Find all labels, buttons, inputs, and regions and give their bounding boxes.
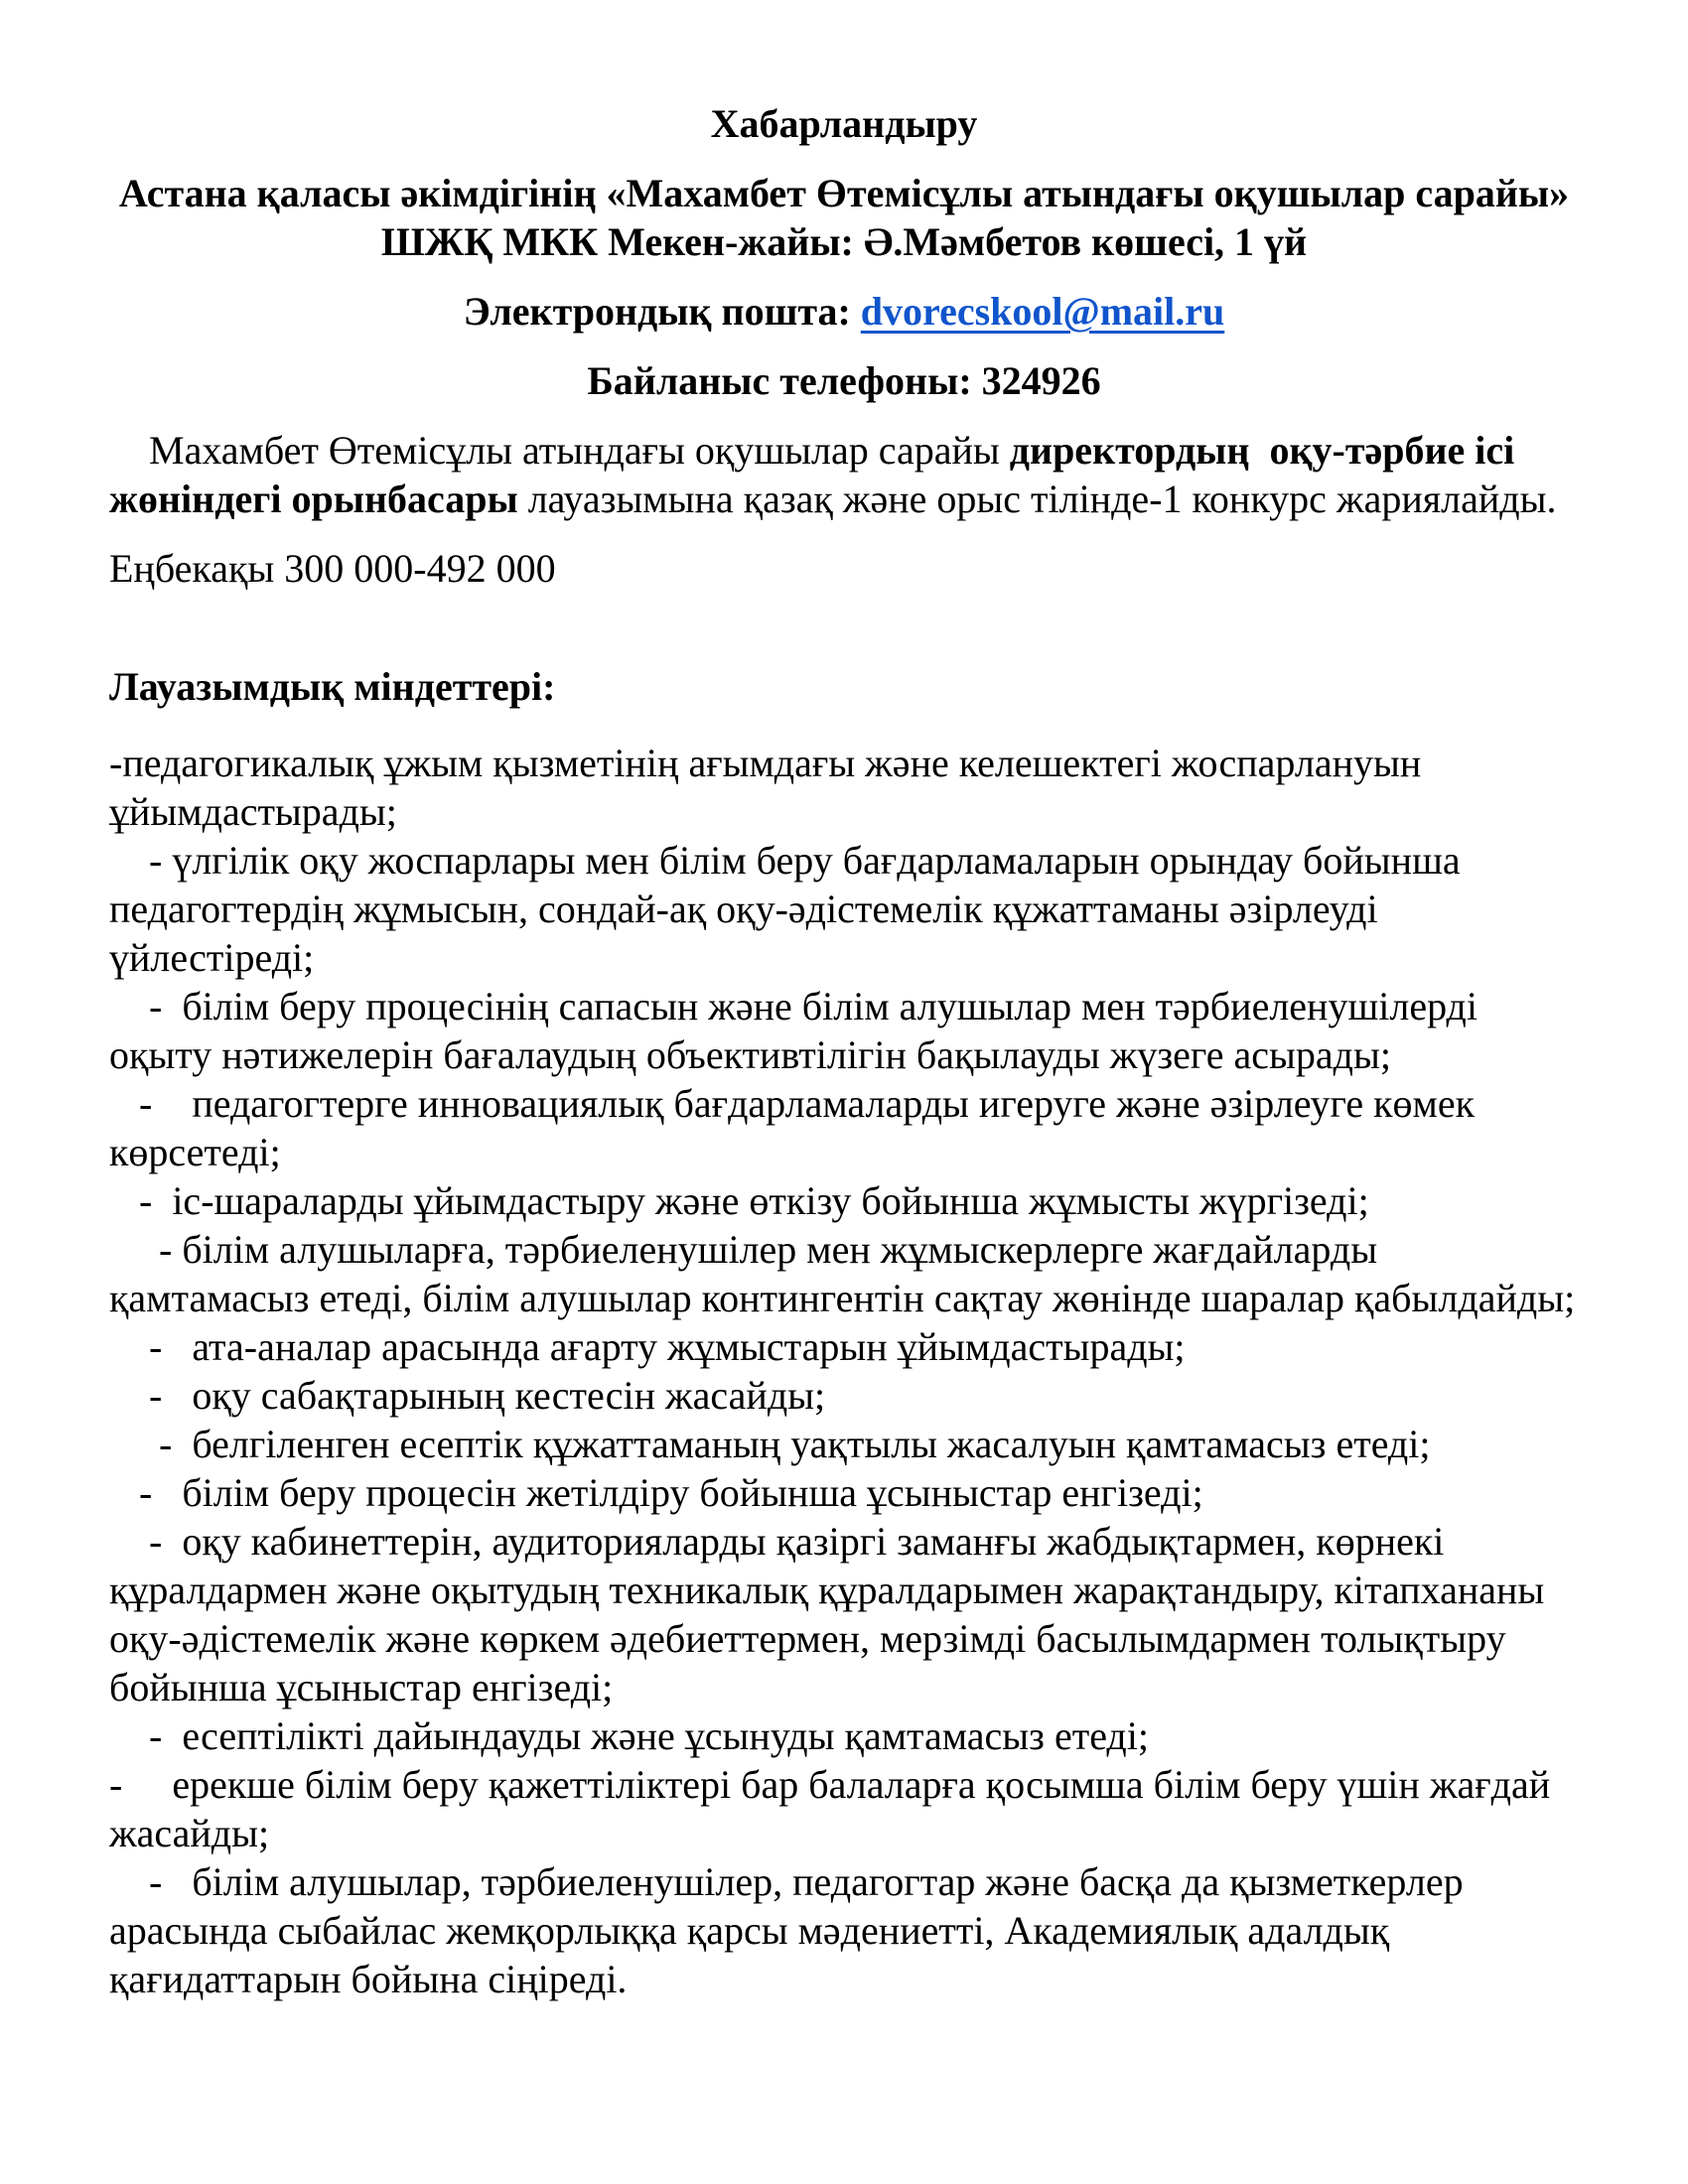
duty-item: - белгіленген есептік құжаттаманың уақтылы жасалуын қамтамасыз етеді;: [109, 1422, 1431, 1466]
announcement-paragraph: [109, 426, 1579, 523]
duties-list: [109, 739, 1579, 2003]
duty-item: - білім алушылар, тәрбиеленушілер, педагогтар және басқа да қызметкерлер арасында сыбайлас жемқорлыққа қарсы мәдениетті, Академиялық адалдық қағидаттарын бойына сіңіреді.: [109, 1859, 1474, 2001]
email-link[interactable]: dvorecskool@mail.ru: [860, 289, 1225, 334]
organization-heading: [109, 169, 1579, 266]
duty-item: - іс-шараларды ұйымдастыру және өткізу бойынша жұмысты жүргізеді;: [109, 1178, 1369, 1223]
duty-item: - білім алушыларға, тәрбиеленушілер мен жұмыскерлерге жағдайларды қамтамасыз етеді, білім алушылар контингентін сақтау жөнінде шаралар қабылдайды;: [109, 1227, 1576, 1320]
page-title: Хабарландыру: [710, 101, 978, 146]
salary-line: Еңбекақы 300 000-492 000: [109, 546, 556, 591]
duty-item: - оқу сабақтарының кестесін жасайды;: [109, 1373, 826, 1418]
duty-item: - оқу кабинеттерін, аудиторияларды қазіргі заманғы жабдықтармен, көрнекі құралдармен және оқытудың техникалық құралдарымен жарақтандыру, кітапхананы оқу-әдістемелік және көркем әдебиеттермен, мерзімді басылымдармен толықтыру бойынша ұсыныстар енгізеді;: [109, 1519, 1555, 1709]
duty-item: - үлгілік оқу жоспарлары мен білім беру бағдарламаларын орындау бойынша педагогтердің жұмысын, сондай-ақ оқу-әдістемелік құжаттаманы әзірлеуді үйлестіреді;: [109, 838, 1471, 980]
duty-item: - есептілікті дайындауды және ұсынуды қамтамасыз етеді;: [109, 1713, 1149, 1758]
organization-address: ШЖҚ МКК Мекен-жайы: Ә.Мәмбетов көшесі, 1 үй: [380, 219, 1308, 264]
phone-line: Байланыс телефоны: 324926: [587, 358, 1101, 403]
duties-heading: Лауазымдық міндеттері:: [109, 664, 556, 709]
announcement-text-start: Махамбет Өтемісұлы атындағы оқушылар сарайы: [149, 428, 1010, 473]
duty-item: - білім беру процесінің сапасын және білім алушылар мен тәрбиеленушілерді оқыту нәтижелерін бағалаудың объективтілігін бақылауды жүзеге асырады;: [109, 984, 1488, 1077]
email-line: [109, 287, 1579, 336]
duty-item: - ерекше білім беру қажеттіліктері бар балаларға қосымша білім беру үшін жағдай жасайды;: [109, 1762, 1561, 1855]
duty-item: - ата-аналар арасында ағарту жұмыстарын ұйымдастырады;: [109, 1324, 1186, 1369]
email-label: Электрондық пошта:: [463, 289, 861, 334]
duty-item: - педагогтерге инновациялық бағдарламаларды игеруге және әзірлеуге көмек көрсетеді;: [109, 1081, 1485, 1174]
position-title: директордың оқу-тәрбие ісі жөніндегі орынбасары: [109, 428, 1525, 521]
announcement-text-end: лауазымына қазақ және орыс тілінде-1 конкурс жариялайды.: [517, 477, 1557, 521]
organization-name: Астана қаласы әкімдігінің «Махамбет Өтемісұлы атындағы оқушылар сарайы»: [118, 171, 1570, 215]
duty-item: - білім беру процесін жетілдіру бойынша ұсыныстар енгізеді;: [109, 1470, 1203, 1515]
duty-item: -педагогикалық ұжым қызметінің ағымдағы және келешектегі жоспарлануын ұйымдастырады;: [109, 741, 1432, 834]
